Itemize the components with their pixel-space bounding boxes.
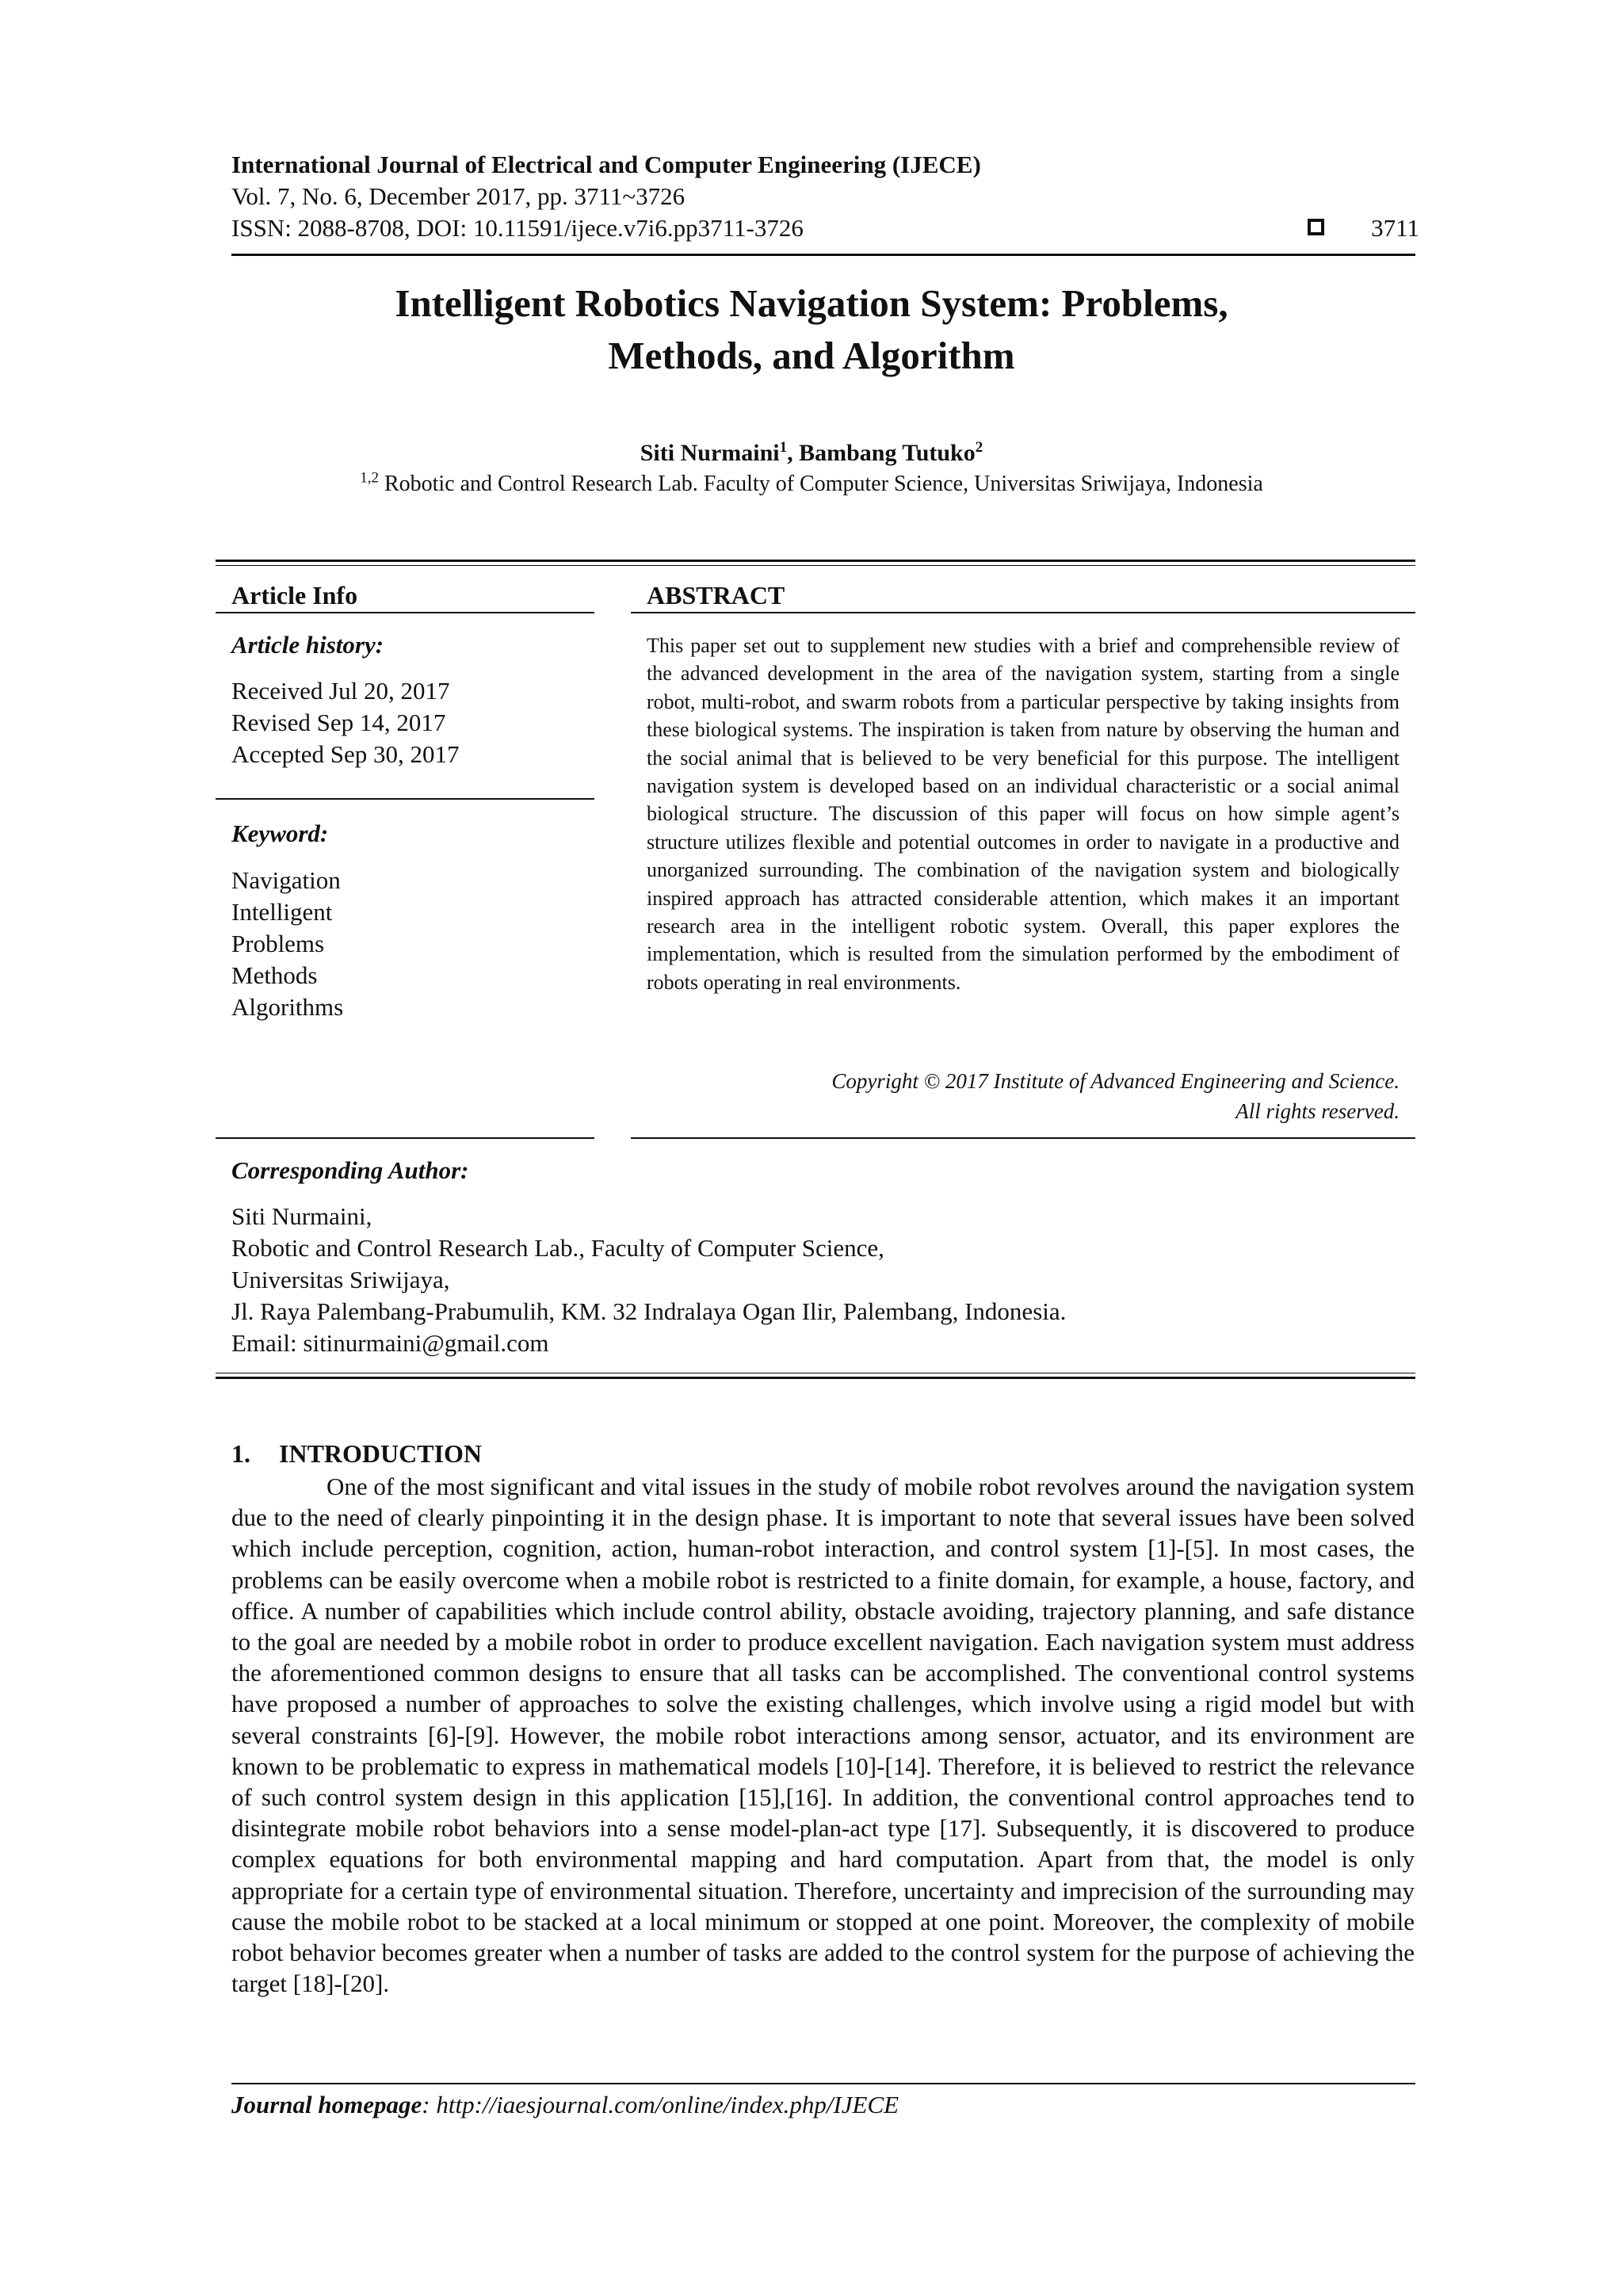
article-info-heading: Article Info	[231, 581, 358, 609]
affiliation-line	[0, 469, 1623, 497]
lab-line: Robotic and Control Research Lab., Faculty of Computer Science,	[231, 1234, 884, 1262]
history-rule	[216, 798, 594, 800]
section-title: INTRODUCTION	[279, 1439, 483, 1468]
email-line: Email: sitinurmaini@gmail.com	[231, 1329, 549, 1357]
received-date: Received Jul 20, 2017	[231, 677, 450, 705]
homepage-colon: :	[422, 2091, 437, 2118]
address-line: Jl. Raya Palembang-Prabumulih, KM. 32 Indralaya Ogan Ilir, Palembang, Indonesia.	[231, 1297, 1067, 1325]
author-separator: ,	[787, 440, 800, 466]
issn-doi-line: ISSN: 2088-8708, DOI: 10.11591/ijece.v7i6.pp3711-3726	[231, 214, 804, 242]
info-box-bottom-rule-2	[216, 1377, 1415, 1379]
abstract-text: This paper set out to supplement new studies with a brief and comprehensible review of the advanced development in the area of the navigation system, starting from a single robot, multi-robot, and swarm robots from a particular perspective by taking insights from these biological systems. The inspiration is taken from nature by observing the human and the social animal that is believed to be very beneficial for this purpose. The intelligent navigation system is developed based on an individual characteristic or a social animal biological structure. The discussion of this paper will focus on how simple agent’s structure utilizes flexible and potential outcomes in order to navigate in a productive and unorganized surrounding. The combination of the navigation system and biologically inspired approach has attracted considerable attention, which makes it an important research area in the intelligent robotic system. Overall, this paper explores the implementation, which is resulted from the simulation performed by the embodiment of robots operating in real environments.	[647, 634, 1400, 994]
affiliation-superscript: 1,2	[360, 469, 379, 487]
authors-line	[0, 440, 1623, 467]
author-name-line: Siti Nurmaini,	[231, 1202, 372, 1230]
page-number: 3711	[1371, 214, 1419, 242]
article-info-rule	[216, 612, 594, 613]
homepage-url[interactable]: http://iaesjournal.com/online/index.php/IJECE	[436, 2091, 899, 2118]
article-history-label: Article history:	[231, 631, 384, 659]
keyword-item: Intelligent	[231, 898, 333, 926]
square-icon	[1308, 219, 1324, 235]
author-superscript: 1	[779, 439, 788, 456]
article-history	[231, 675, 460, 770]
keyword-item: Algorithms	[231, 993, 344, 1021]
volume-line: Vol. 7, No. 6, December 2017, pp. 3711~3726	[231, 182, 685, 210]
abstract-rule	[631, 612, 1415, 613]
accepted-date: Accepted Sep 30, 2017	[231, 740, 460, 768]
keyword-rule	[216, 1137, 594, 1139]
affiliation-text: Robotic and Control Research Lab. Faculty of Computer Science, Universitas Sriwijaya, Indonesia	[378, 472, 1263, 496]
paper-title	[0, 277, 1623, 382]
keyword-list	[231, 865, 343, 1023]
author-name: Siti Nurmaini	[640, 440, 780, 466]
info-box-top-rule	[216, 560, 1415, 562]
corresponding-author-label: Corresponding Author:	[231, 1156, 469, 1184]
title-line-2: Methods, and Algorithm	[608, 334, 1015, 377]
abstract-bottom-rule	[631, 1137, 1415, 1139]
title-line-1: Intelligent Robotics Navigation System: Problems,	[395, 281, 1228, 325]
keyword-item: Problems	[231, 930, 325, 957]
keyword-item: Methods	[231, 961, 318, 989]
info-box-top-rule-2	[216, 565, 1415, 566]
corresponding-author-block	[231, 1201, 1066, 1359]
copyright-notice	[686, 1066, 1400, 1126]
journal-homepage	[231, 2091, 899, 2119]
keyword-item: Navigation	[231, 866, 341, 894]
keyword-label: Keyword:	[231, 819, 329, 847]
abstract-heading: ABSTRACT	[647, 581, 785, 609]
journal-name: International Journal of Electrical and Computer Engineering (IJECE)	[231, 151, 981, 178]
header-rule	[231, 254, 1415, 256]
homepage-label: Journal homepage	[231, 2091, 422, 2118]
section-heading	[231, 1439, 482, 1469]
introduction-text: One of the most significant and vital issues in the study of mobile robot revolves around the navigation system due to the need of clearly pinpointing it in the design phase. It is important to note that several issues have been solved which include perception, cognition, action, human-robot interaction, and control system [1]-[5]. In most cases, the problems can be easily overcome when a mobile robot is restricted to a finite domain, for example, a house, factory, and office. A number of capabilities which include control ability, obstacle avoiding, trajectory planning, and safe distance to the goal are needed by a mobile robot in order to produce excellent navigation. Each navigation system must address the aforementioned common designs to ensure that all tasks can be accomplished. The conventional control systems have proposed a number of approaches to solve the existing challenges, which involve using a rigid model but with several constraints [6]-[9]. However, the mobile robot interactions among sensor, actuator, and its environment are known to be problematic to express in mathematical models [10]-[14]. Therefore, it is believed to restrict the relevance of such control system design in this application [15],[16]. In addition, the conventional control approaches tend to disintegrate mobile robot behaviors into a sense model-plan-act type [17]. Subsequently, it is discovered to produce complex equations for both environmental mapping and hard computation. Apart from that, the model is only appropriate for a certain type of environmental situation. Therefore, uncertainty and imprecision of the surrounding may cause the mobile robot to be stacked at a local minimum or stopped at one point. Moreover, the complexity of mobile robot behavior becomes greater when a number of tasks are added to the control system for the purpose of achieving the target [18]-[20].	[231, 1473, 1415, 1998]
section-number: 1.	[231, 1439, 250, 1468]
footer-rule	[231, 2083, 1415, 2084]
author-superscript: 2	[975, 439, 983, 456]
copyright-line: Copyright © 2017 Institute of Advanced Engineering and Science.	[831, 1069, 1400, 1093]
rights-line: All rights reserved.	[1235, 1099, 1400, 1123]
university-line: Universitas Sriwijaya,	[231, 1266, 450, 1293]
author-name: Bambang Tutuko	[799, 440, 976, 466]
revised-date: Revised Sep 14, 2017	[231, 709, 446, 736]
